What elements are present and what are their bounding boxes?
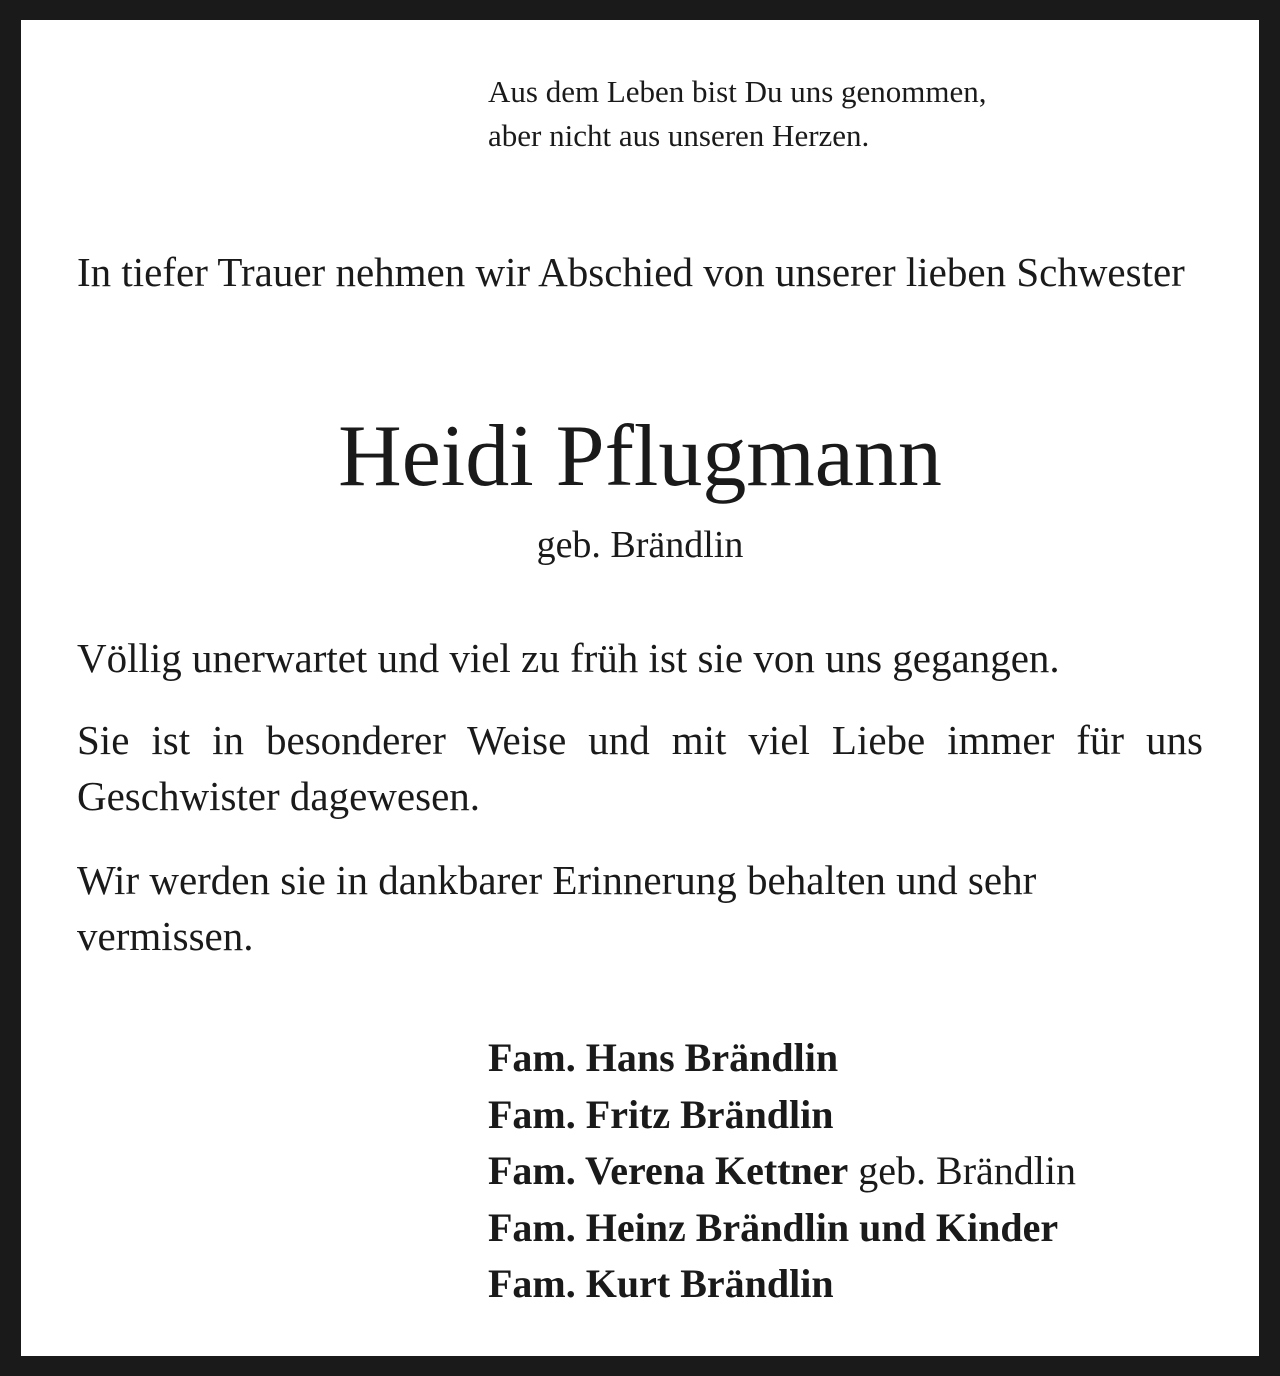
signer-item — [488, 1030, 1076, 1087]
paragraph-2: Sie ist in besonderer Weise und mit viel Liebe immer für uns Geschwister dagewesen. — [77, 717, 1203, 819]
signer-maiden-name: geb. Brändlin — [848, 1148, 1077, 1193]
signer-name: Fam. Verena Kettner — [488, 1148, 849, 1193]
signer-item — [488, 1256, 1076, 1313]
signer-name: Fam. Heinz Brändlin und Kinder — [488, 1204, 1059, 1250]
motto-quote — [488, 70, 987, 158]
signer-name: Fam. Fritz Brändlin — [488, 1091, 834, 1137]
intro-text: In tiefer Trauer nehmen wir Abschied von unserer lieben Schwester — [77, 249, 1185, 295]
signer-item — [488, 1143, 1076, 1200]
paragraph-1: Völlig unerwartet und viel zu früh ist sie von uns gegangen. — [77, 635, 1060, 681]
motto-line-1: Aus dem Leben bist Du uns genommen, — [488, 74, 987, 109]
signer-name: Fam. Hans Brändlin — [488, 1035, 839, 1080]
signers-list — [488, 1030, 1076, 1313]
signer-item — [488, 1200, 1076, 1257]
paragraph-3: Wir werden sie in dankbarer Erinnerung behalten und sehr vermissen. — [77, 857, 1037, 959]
deceased-name: Heidi Pflugmann — [338, 408, 942, 505]
signer-name: Fam. Kurt Brändlin — [488, 1261, 834, 1306]
signer-item — [488, 1087, 1076, 1144]
motto-line-2: aber nicht aus unseren Herzen. — [488, 118, 870, 153]
maiden-name: geb. Brändlin — [536, 524, 744, 566]
